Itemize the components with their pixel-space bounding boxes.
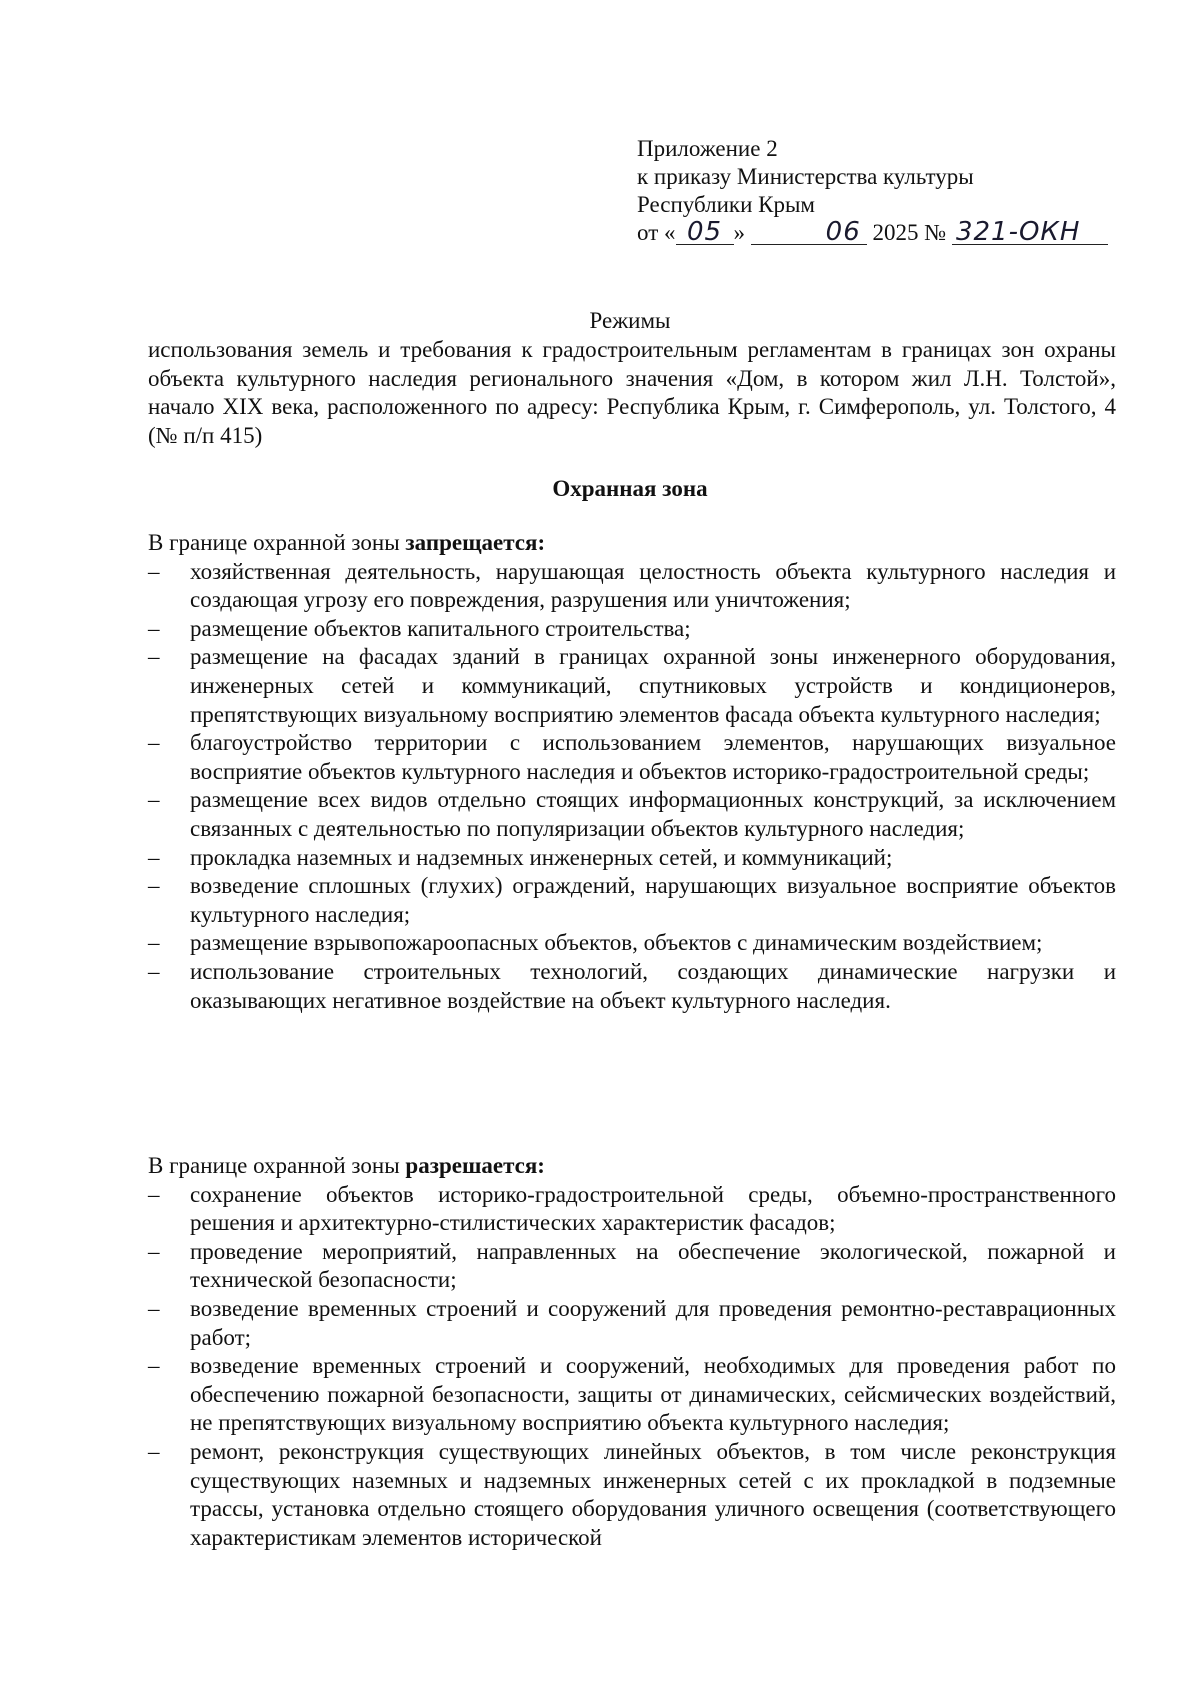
list-item [148, 844, 1116, 873]
dash-bullet-icon: – [148, 1181, 160, 1207]
dash-bullet-icon: – [148, 930, 160, 956]
dash-bullet-icon: – [148, 787, 160, 813]
dash-bullet-icon: – [148, 1438, 160, 1464]
dash-bullet-icon: – [148, 1238, 160, 1264]
prohibited-intro-bold: запрещается: [405, 530, 546, 555]
list-item-text: благоустройство территории с использованием элементов, нарушающих визуальное восприятие объектов культурного наследия и объектов историко-градостроительной среды; [190, 730, 1116, 784]
list-item [148, 872, 1116, 929]
list-item-text: хозяйственная деятельность, нарушающая целостность объекта культурного наследия и создающая угрозу его повреждения, разрушения или уничтожения; [190, 558, 1116, 613]
date-year: 2025 № [872, 220, 947, 245]
list-item-text: размещение всех видов отдельно стоящих информационных конструкций, за исключением связанных с деятельностью по популяризации объектов культурного наследия; [190, 787, 1116, 841]
order-number-blank [952, 217, 1108, 247]
list-item-text: размещение объектов капитального строительства; [190, 615, 691, 641]
list-item-text: прокладка наземных и надземных инженерных сетей, и коммуникаций; [190, 844, 893, 870]
list-item-text: сохранение объектов историко-градостроительной среды, объемно-пространственного решения и архитектурно-стилистических характеристик фасадов; [190, 1181, 1116, 1236]
list-item-text: возведение временных строений и сооружений для проведения ремонтно-реставрационных работ; [190, 1295, 1116, 1350]
prohibited-intro [148, 529, 1116, 558]
list-item-text: возведение временных строений и сооружений, необходимых для проведения работ по обеспечению пожарной безопасности, защиты от динамических, сейсмических воздействий, не препятствующих визуальному восприятию объекта культурного наследия; [190, 1353, 1116, 1436]
document-subtitle: использования земель и требования к градостроительным регламентам в границах зон охраны объекта культурного наследия регионального значения «Дом, в котором жил Л.Н. Толстой», начало XIX века, расположенного по адресу: Республика Крым, г. Симферополь, ул. Толстого, 4 (№ п/п 415) [148, 337, 1116, 448]
order-number-handwritten: 321-ОКН [955, 217, 1081, 247]
list-item [148, 958, 1116, 1015]
list-item-text: размещение взрывопожароопасных объектов, объектов с динамическим воздействием; [190, 930, 1043, 956]
date-month-blank [751, 217, 867, 247]
allowed-intro-bold: разрешается: [405, 1153, 545, 1178]
date-month-handwritten: 06 [825, 217, 861, 247]
document-title: Режимы [589, 308, 671, 333]
dash-bullet-icon: – [148, 1353, 160, 1379]
list-item [148, 558, 1116, 615]
list-item [148, 1352, 1116, 1438]
date-mid: » [733, 220, 745, 245]
dash-bullet-icon: – [148, 1295, 160, 1321]
dash-bullet-icon: – [148, 558, 160, 584]
list-item [148, 729, 1116, 786]
list-item [148, 643, 1116, 729]
list-item-text: ремонт, реконструкция существующих линейных объектов, в том числе реконструкция существующих наземных и надземных инженерных сетей с их прокладкой в подземные трассы, установка отдельно стоящего оборудования уличного освещения (соответствующего характеристикам элементов исторической [190, 1438, 1116, 1550]
list-item-text: проведение мероприятий, направленных на обеспечение экологической, пожарной и технической безопасности; [190, 1238, 1116, 1293]
appendix-title: Приложение 2 [637, 136, 778, 161]
dash-bullet-icon: – [148, 730, 160, 756]
list-item [148, 615, 1116, 644]
date-day-handwritten: 05 [686, 217, 723, 247]
prohibited-list [148, 558, 1116, 1016]
prohibited-intro-text: В границе охранной зоны [148, 530, 406, 555]
date-prefix: от « [637, 220, 676, 245]
dash-bullet-icon: – [148, 958, 160, 984]
prohibited-block [148, 529, 1116, 1015]
appendix-date-line [637, 219, 1108, 247]
list-item [148, 1238, 1116, 1295]
list-item-text: использование строительных технологий, создающих динамические нагрузки и оказывающих негативное воздействие на объект культурного наследия. [190, 958, 1116, 1013]
list-item-text: возведение сплошных (глухих) ограждений, нарушающих визуальное восприятие объектов культурного наследия; [190, 873, 1116, 927]
dash-bullet-icon: – [148, 844, 160, 870]
list-item [148, 786, 1116, 843]
dash-bullet-icon: – [148, 644, 160, 670]
list-item [148, 1181, 1116, 1238]
allowed-intro [148, 1152, 1116, 1181]
appendix-order-ref: к приказу Министерства культуры [637, 164, 974, 189]
appendix-republic: Республики Крым [637, 192, 815, 217]
section-title: Охранная зона [552, 476, 708, 501]
allowed-block [148, 1152, 1116, 1552]
dash-bullet-icon: – [148, 615, 160, 641]
list-item [148, 1295, 1116, 1352]
allowed-list [148, 1181, 1116, 1553]
list-item-text: размещение на фасадах зданий в границах охранной зоны инженерного оборудования, инженерных сетей и коммуникаций, спутниковых устройств и кондиционеров, препятствующих визуальному восприятию элементов фасада объекта культурного наследия; [190, 644, 1116, 727]
appendix-header [637, 135, 1108, 247]
allowed-intro-text: В границе охранной зоны [148, 1153, 406, 1178]
list-item [148, 1438, 1116, 1552]
list-item [148, 929, 1116, 958]
date-day-blank [676, 217, 734, 247]
dash-bullet-icon: – [148, 873, 160, 899]
